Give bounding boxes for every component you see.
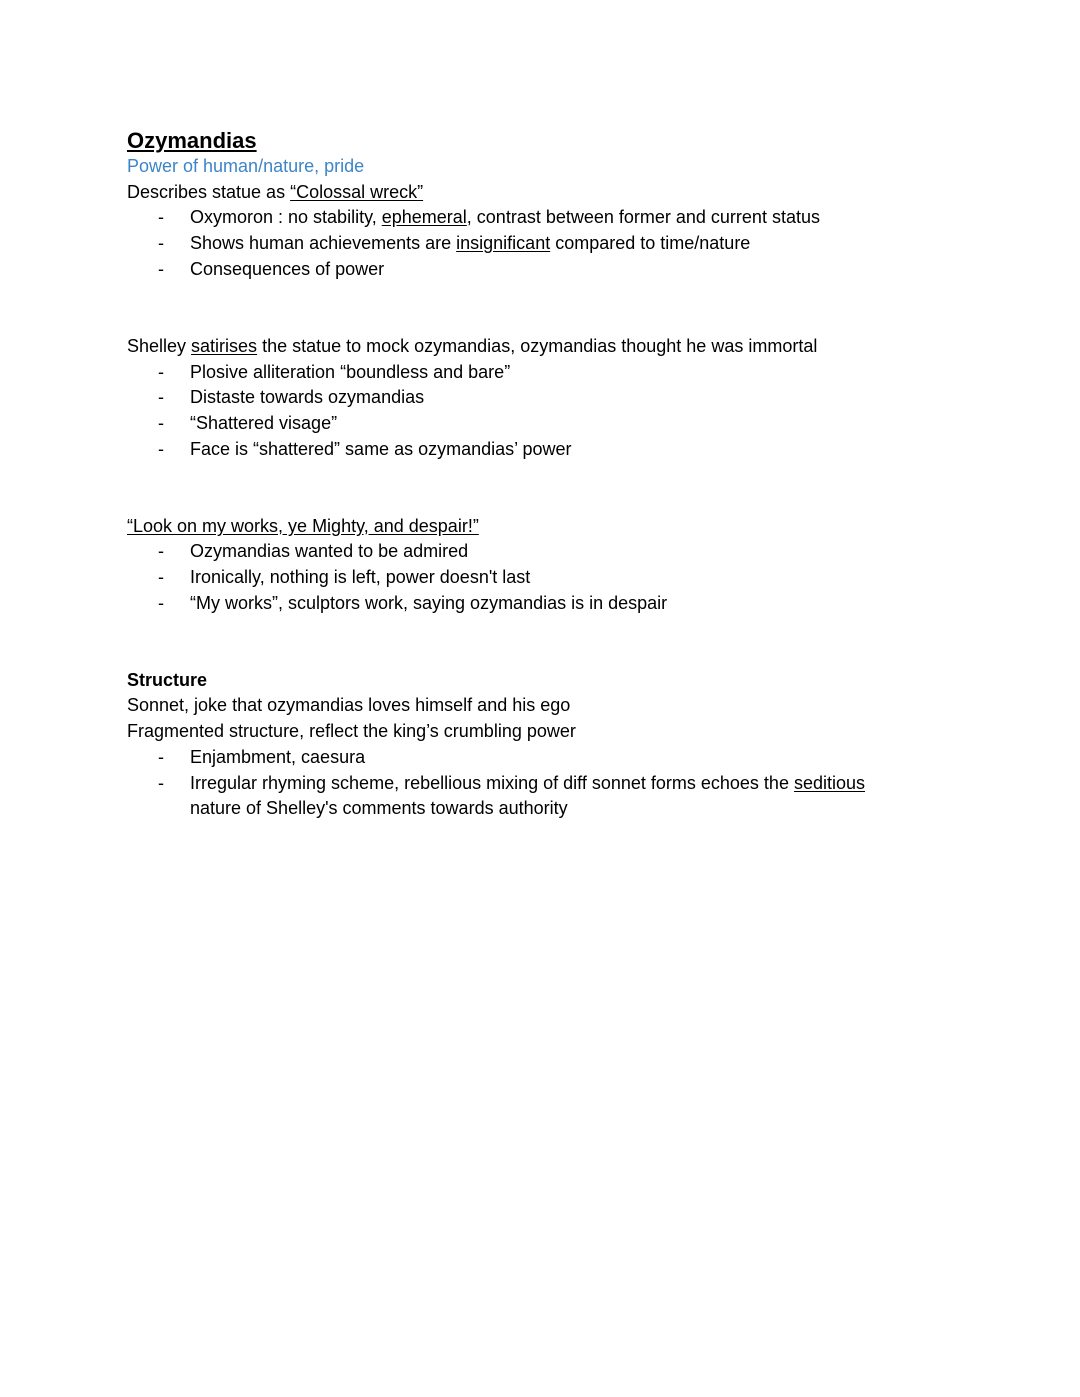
blank-line xyxy=(127,308,947,334)
bullet-dash: - xyxy=(158,387,164,408)
text-segment: compared to time/nature xyxy=(550,233,751,254)
bullet-dash: - xyxy=(158,592,164,613)
bullet-item xyxy=(127,360,947,386)
text-line xyxy=(127,719,947,745)
text-segment: Shows human achievements are xyxy=(190,233,457,254)
text-segment: Oxymoron : no stability, xyxy=(190,207,382,228)
blank-line xyxy=(127,488,947,514)
blank-line xyxy=(127,642,947,668)
underlined-text: “Look on my works, ye Mighty, and despair!” xyxy=(127,515,479,536)
bullet-item xyxy=(127,745,947,771)
bullet-dash: - xyxy=(158,258,164,279)
text-segment: Distaste towards ozymandias xyxy=(190,387,425,408)
bullet-dash: - xyxy=(158,438,164,459)
bullet-item xyxy=(127,205,947,231)
text-segment: the statue to mock ozymandias, ozymandias thought he was immortal xyxy=(257,335,818,356)
text-segment: Describes statue as xyxy=(127,181,291,202)
underlined-text: insignificant xyxy=(456,233,551,254)
bullet-dash: - xyxy=(158,567,164,587)
bullet-item xyxy=(127,539,947,565)
bullet-item xyxy=(127,385,947,411)
text-segment: Plosive alliteration “boundless and bare” xyxy=(190,361,511,382)
document-title xyxy=(127,127,947,154)
text-segment: “Shattered visage” xyxy=(190,412,338,433)
text-line xyxy=(127,180,947,206)
text-segment: Ozymandias wanted to be admired xyxy=(190,541,469,562)
bullet-item xyxy=(127,771,947,797)
blank-line xyxy=(127,616,947,642)
text-segment: Fragmented structure, reflect the king’s crumbling power xyxy=(127,721,576,742)
underlined-text: “Colossal wreck” xyxy=(290,181,424,202)
bullet-dash: - xyxy=(158,772,164,793)
underlined-text: ephemeral xyxy=(381,207,467,228)
bullet-item xyxy=(127,257,947,283)
text-line xyxy=(127,514,947,540)
bullet-item xyxy=(127,231,947,257)
text-segment: “My works”, sculptors work, saying ozymandias is in despair xyxy=(190,592,668,613)
text-segment: Structure xyxy=(127,669,208,690)
bullet-dash: - xyxy=(158,541,164,562)
bullet-dash: - xyxy=(158,233,164,254)
text-segment: Enjambment, caesura xyxy=(190,746,366,767)
underlined-text: seditious xyxy=(793,772,865,793)
text-line xyxy=(127,796,947,822)
bullet-dash: - xyxy=(158,207,164,228)
text-segment: Shelley xyxy=(127,335,192,356)
text-segment: , contrast between former and current status xyxy=(466,207,820,228)
bullet-item xyxy=(127,437,947,463)
text-segment: Irregular rhyming scheme, rebellious mixing of diff sonnet forms echoes the xyxy=(190,772,794,793)
blank-line xyxy=(127,282,947,308)
document-body xyxy=(127,127,947,822)
underlined-text: satirises xyxy=(191,335,258,356)
underlined-text: Ozymandias xyxy=(127,128,257,153)
text-segment: Ironically, nothing is left, power doesn't last xyxy=(190,567,531,587)
text-segment: Sonnet, joke that ozymandias loves himself and his ego xyxy=(127,695,571,716)
text-segment: Consequences of power xyxy=(190,258,385,279)
text-segment: nature of Shelley's comments towards authority xyxy=(190,798,568,819)
section-heading xyxy=(127,668,947,694)
text-line xyxy=(127,693,947,719)
bullet-item xyxy=(127,591,947,617)
text-line xyxy=(127,154,947,180)
text-segment: Power of human/nature, pride xyxy=(127,156,365,176)
bullet-dash: - xyxy=(158,746,164,767)
bullet-item xyxy=(127,565,947,591)
bullet-dash: - xyxy=(158,412,164,433)
blank-line xyxy=(127,462,947,488)
text-line xyxy=(127,334,947,360)
bullet-item xyxy=(127,411,947,437)
bullet-dash: - xyxy=(158,361,164,382)
text-segment: Face is “shattered” same as ozymandias’ power xyxy=(190,438,572,459)
